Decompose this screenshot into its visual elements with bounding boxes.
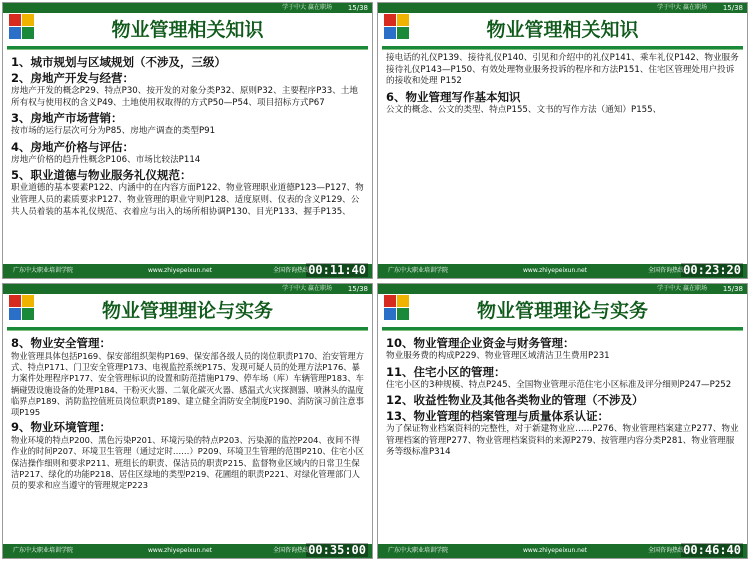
section-heading: 9、物业环境管理：	[11, 420, 112, 435]
slide-content	[386, 334, 739, 542]
title-divider	[7, 327, 368, 331]
footer-school: 广东中大职业培训学院	[388, 267, 449, 274]
section-heading: 1、城市规划与区域规划（不涉及，三级）	[11, 55, 226, 69]
topbar-text: 学于中大 赢在职场	[657, 285, 707, 292]
video-timestamp: 00:35:00	[308, 543, 366, 557]
video-timestamp: 00:11:40	[308, 263, 366, 277]
section-heading: 2、房地产开发与经营：	[11, 71, 135, 85]
section-text: 接电话的礼仪P139、接待礼仪P140、引见和介绍中的礼仪P141、乘车礼仪P142、物业服务接待礼仪P143—P150、有效处理物业服务投诉的程序和方法P151、住宅区管理处用户投诉的接收和处理 P152	[386, 53, 739, 87]
topbar-text: 学于中大 赢在职场	[282, 285, 332, 292]
topbar-text: 学于中大 赢在职场	[282, 4, 332, 11]
slide-3[interactable]	[2, 283, 373, 559]
section-heading: 3、房地产市场营销：	[11, 111, 123, 126]
topbar-text: 学于中大 赢在职场	[657, 4, 707, 11]
title-divider	[7, 46, 368, 50]
slide-content	[11, 53, 364, 262]
section-text: 职业道德的基本要素P122、内涵中的在内容方面P122、物业管理职业道德P123—P127、物业管理人员的素质要求P127、物业管理的职业守则P128、适度原则、仪表的含义P129、公共人员着装的基本礼仪规范、衣着应与出入的场所相协调P130、目光P133、握手P135、	[11, 183, 364, 217]
section-heading: 5、职业道德与物业服务礼仪规范：	[11, 168, 192, 183]
footer-school: 广东中大职业培训学院	[388, 547, 449, 554]
section-heading: 6、物业管理写作基本知识	[386, 89, 521, 104]
section-text: 为了保证物业档案资料的完整性，对于新建物业应……P276、物业管理档案建立P277、物业管理档案的管理P277、物业管理档案资料的来源P279、按管理内容分类P281、物业管理服务等级标准P314	[386, 424, 739, 458]
slide-title: 物业管理相关知识	[111, 19, 264, 41]
slide-4[interactable]	[377, 283, 748, 559]
slide-title: 物业管理理论与实务	[101, 300, 273, 322]
section-text: 房地产开发的概念P29、特点P30、按开发的对象分类P32、原则P32、主要程序P33、土地所有权与使用权的含义P49、土地使用权取得的方式P50—P54、项目招标方式P67	[11, 86, 358, 108]
section-text: 按市场的运行层次可分为P85、房地产调查的类型P91	[11, 126, 216, 137]
section-text: 物业服务费的构成P229、物业管理区域清洁卫生费用P231	[386, 351, 610, 361]
slide-content	[386, 53, 739, 262]
video-timestamp: 00:46:40	[683, 543, 741, 557]
section-heading: 13、物业管理的档案管理与质量体系认证：	[386, 409, 610, 424]
slide-3-topbar	[3, 284, 372, 294]
slide-1[interactable]	[2, 2, 373, 279]
section-heading: 12、收益性物业及其他各类物业的管理（不涉及）	[386, 393, 644, 408]
title-divider	[382, 327, 743, 331]
section-heading: 10、物业管理企业资金与财务管理：	[386, 336, 575, 350]
footer-hotline: 全国咨询热线	[648, 547, 685, 554]
page-counter: 15/38	[347, 4, 368, 12]
slide-1-topbar	[3, 3, 372, 13]
footer-school: 广东中大职业培训学院	[13, 547, 74, 554]
video-timestamp: 00:23:20	[683, 263, 741, 277]
footer-website: www.zhiyepeixun.net	[148, 267, 213, 274]
footer-website: www.zhiyepeixun.net	[148, 547, 213, 554]
footer-hotline: 全国咨询热线	[273, 547, 310, 554]
footer-hotline: 全国咨询热线	[648, 267, 685, 274]
slide-2[interactable]	[377, 2, 748, 279]
slide-title: 物业管理相关知识	[486, 19, 639, 41]
section-text: 房地产价格的趋升性概念P106、市场比较法P114	[11, 154, 201, 165]
section-heading: 11、住宅小区的管理：	[386, 364, 506, 379]
footer-website: www.zhiyepeixun.net	[523, 547, 588, 554]
section-text: 公文的概念、公文的类型、特点P155、文书的写作方法（通知）P155、	[386, 104, 662, 115]
footer-website: www.zhiyepeixun.net	[523, 267, 588, 274]
section-text: 物业环境的特点P200、黑色污染P201、环境污染的特点P203、污染源的监控P204、夜间不得作业的时间P207、环境卫生管理（通过定时……）P209、环境卫生管理的范围P210、住宅小区保洁操作细则和要求P211、班组长的职责、保洁员的职责P215、监督物业区域内的日常卫生保洁P217、绿化的功能P218、居住区绿地的类型P219、花圃组的职责P221、对绿化管理部门人员的要求和应当遵守的管理规定P223	[11, 435, 364, 491]
slide-4-topbar	[378, 284, 747, 294]
slide-title: 物业管理理论与实务	[476, 300, 648, 322]
section-heading: 8、物业安全管理：	[11, 336, 112, 350]
page-counter: 15/38	[347, 285, 368, 293]
section-text: 住宅小区的3种规模、特点P245、全国物业管理示范住宅小区标准及评分细则P247—P252	[386, 379, 732, 390]
footer-school: 广东中大职业培训学院	[13, 267, 74, 274]
section-text: 物业管理具体包括P169、保安部组织架构P169、保安部各级人员的岗位职责P170、治安管理方式、特点P171、门卫安全管理P173、电视监控系统P175、发现可疑人员的处理方法P176、暴力案件处理程序P177、安全管理标识的设置和防范措施P179、停车场（库）车辆管理P183、车辆碰毁设施设备的处理P184、干粉灭火器、二氧化碳灭火器、感温式火灾探测器、喷淋头的温度临界点P189、消防监控值班员岗位职责P189、建立健全消防安全制度P190、消防演习前注意事项P195	[11, 351, 364, 418]
section-heading: 4、房地产价格与评估：	[11, 139, 135, 154]
title-divider	[382, 46, 743, 50]
page-counter: 15/38	[722, 4, 743, 12]
slide-content	[11, 334, 364, 542]
footer-hotline: 全国咨询热线	[273, 267, 310, 274]
page-counter: 15/38	[722, 285, 743, 293]
slide-2-topbar	[378, 3, 747, 13]
